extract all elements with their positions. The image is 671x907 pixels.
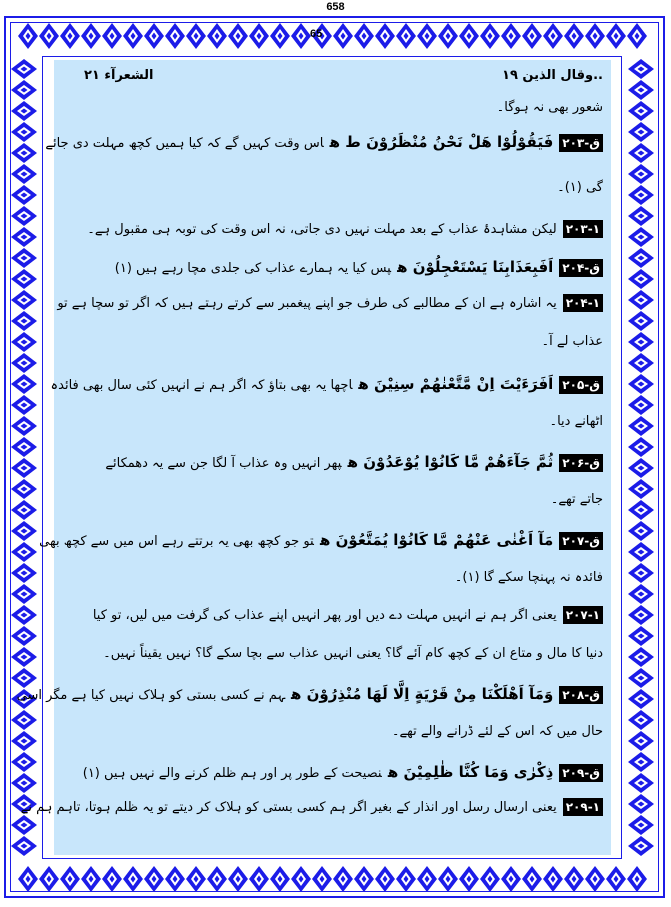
urdu-text: دنیا کا مال و متاع ان کے کچھ کام آئے گا؟ یعنی انہیں عذاب سے بچا سکے گا؟ نہیں یقیناً نہیں۔ <box>103 646 603 661</box>
text-line <box>54 452 603 474</box>
arabic-verse-text: اَفَبِعَذَابِنَا یَسْتَعْجِلُوْنَ ه <box>397 258 554 276</box>
running-header <box>54 68 611 88</box>
urdu-text: اٹھانے دیا۔ <box>549 414 603 429</box>
verse-number-tag: ق-۲۰۴ <box>559 259 603 277</box>
verse-number-tag: ق-۲۰۶ <box>559 454 603 472</box>
note-number-tag: ۲۰۹-۱ <box>563 798 603 816</box>
urdu-text: یعنی ارسال رسل اور انذار کے بغیر اگر ہم کسی بستی کو ہلاک کر دیتے تو یہ ظلم ہوتا، تاہم ہم نے <box>20 800 557 815</box>
header-para-name: ..وقال الذين ١٩ <box>502 68 603 83</box>
urdu-text: پس کیا یہ ہمارے عذاب کی جلدی مچا رہے ہیں (۱) <box>114 261 392 276</box>
text-line <box>39 530 603 552</box>
arabic-verse-text: مَآ اَغْنٰى عَنْهُمْ مَّا كَانُوْا یُمَتَّعُوْنَ ه <box>319 531 554 549</box>
arabic-verse-text: ثُمَّ جَآءَهُمْ مَّا كَانُوْا یُوْعَدُوْنَ ه <box>347 453 554 471</box>
text-line <box>54 412 603 432</box>
ornament-border-top <box>9 21 656 51</box>
urdu-text: شعور بھی نہ ہوگا۔ <box>496 100 603 115</box>
urdu-text: ہم نے کسی بستی کو ہلاک نہیں کیا ہے مگر اسی <box>16 688 285 703</box>
text-line <box>20 798 603 818</box>
text-line <box>54 332 603 352</box>
urdu-text: لیکن مشاہدۂ عذاب کے بعد مہلت نہیں دی جاتی، نہ اس وقت کی توبہ ہی مقبول ہے۔ <box>87 222 557 237</box>
urdu-text: پھر انہیں وہ عذاب آ لگا جن سے یہ دھمکائے <box>105 456 342 471</box>
urdu-text: یہ اشارہ ہے ان کے مطالبے کی طرف جو اپنے پیغمبر سے کرتے رہتے ہیں کہ اگر تو سچا ہے تو <box>57 296 557 311</box>
ornament-border-bottom <box>9 864 656 894</box>
urdu-text: یعنی اگر ہم نے انہیں مہلت دے دیں اور پھر انہیں اپنے عذاب کی گرفت میں لیں، تو کیا <box>92 608 557 623</box>
text-line <box>54 568 603 588</box>
page-content <box>16 60 611 855</box>
arabic-verse-text: اَفَرَءَیْتَ اِنْ مَّتَّعْنٰهُمْ سِنِیْنَ ه <box>358 375 554 393</box>
text-line <box>54 490 603 510</box>
text-line <box>54 722 603 742</box>
text-line <box>54 257 603 279</box>
verse-number-tag: ق-۲۰۹ <box>559 764 603 782</box>
text-line <box>54 178 603 198</box>
urdu-text: اس وقت کہیں گے کہ کیا ہمیں کچھ مہلت دی جائے <box>45 136 324 151</box>
verse-number-tag: ق-۲۰۳ <box>559 134 603 152</box>
faint-page-number: 65 <box>310 28 323 40</box>
text-line <box>54 220 603 240</box>
urdu-text: تو جو کچھ بھی یہ برتتے رہے اس میں سے کچھ بھی <box>39 534 314 549</box>
urdu-text: نصیحت کے طور پر اور ہم ظلم کرنے والے نہیں ہیں (۱) <box>82 766 382 781</box>
note-number-tag: ۲۰۳-۱ <box>563 220 603 238</box>
text-line <box>54 606 603 626</box>
text-line <box>50 374 603 396</box>
verse-number-tag: ق-۲۰۸ <box>559 686 603 704</box>
verse-number-tag: ق-۲۰۷ <box>559 532 603 550</box>
note-number-tag: ۲۰۷-۱ <box>563 606 603 624</box>
urdu-text: حال میں کہ اس کے لئے ڈرانے والے تھے۔ <box>391 724 603 739</box>
note-number-tag: ۲۰۴-۱ <box>563 294 603 312</box>
urdu-text: فائدہ نہ پہنچا سکے گا (۱)۔ <box>454 570 603 585</box>
arabic-verse-text: ذِكْرٰى وَمَا كُنَّا ظٰلِمِیْنَ ه <box>387 763 554 781</box>
page-number: 658 <box>326 1 345 13</box>
text-line <box>54 98 603 118</box>
text-line <box>54 294 603 314</box>
text-line <box>54 644 603 664</box>
urdu-text: جاتے تھے۔ <box>550 492 603 507</box>
arabic-verse-text: وَمَآ اَهْلَكْنَا مِنْ قَرْیَةٍ اِلَّا لَهَا مُنْذِرُوْنَ ه <box>290 685 554 703</box>
ornament-border-right <box>626 51 656 864</box>
text-line <box>45 132 603 154</box>
ornament-border-left <box>9 51 39 864</box>
urdu-text: گی (۱)۔ <box>557 180 603 195</box>
text-line <box>54 762 603 784</box>
urdu-text: اچھا یہ بھی بتاؤ کہ اگر ہم نے انہیں کئی سال بھی فائدہ <box>50 378 353 393</box>
arabic-verse-text: فَیَقُوْلُوْا هَلْ نَحْنُ مُنْظَرُوْنَ ط ه <box>329 133 554 151</box>
text-line <box>16 684 603 706</box>
urdu-text: عذاب لے آ۔ <box>541 334 603 349</box>
verse-number-tag: ق-۲۰۵ <box>559 376 603 394</box>
header-surah-name: الشعرآء ٢١ <box>84 68 154 83</box>
